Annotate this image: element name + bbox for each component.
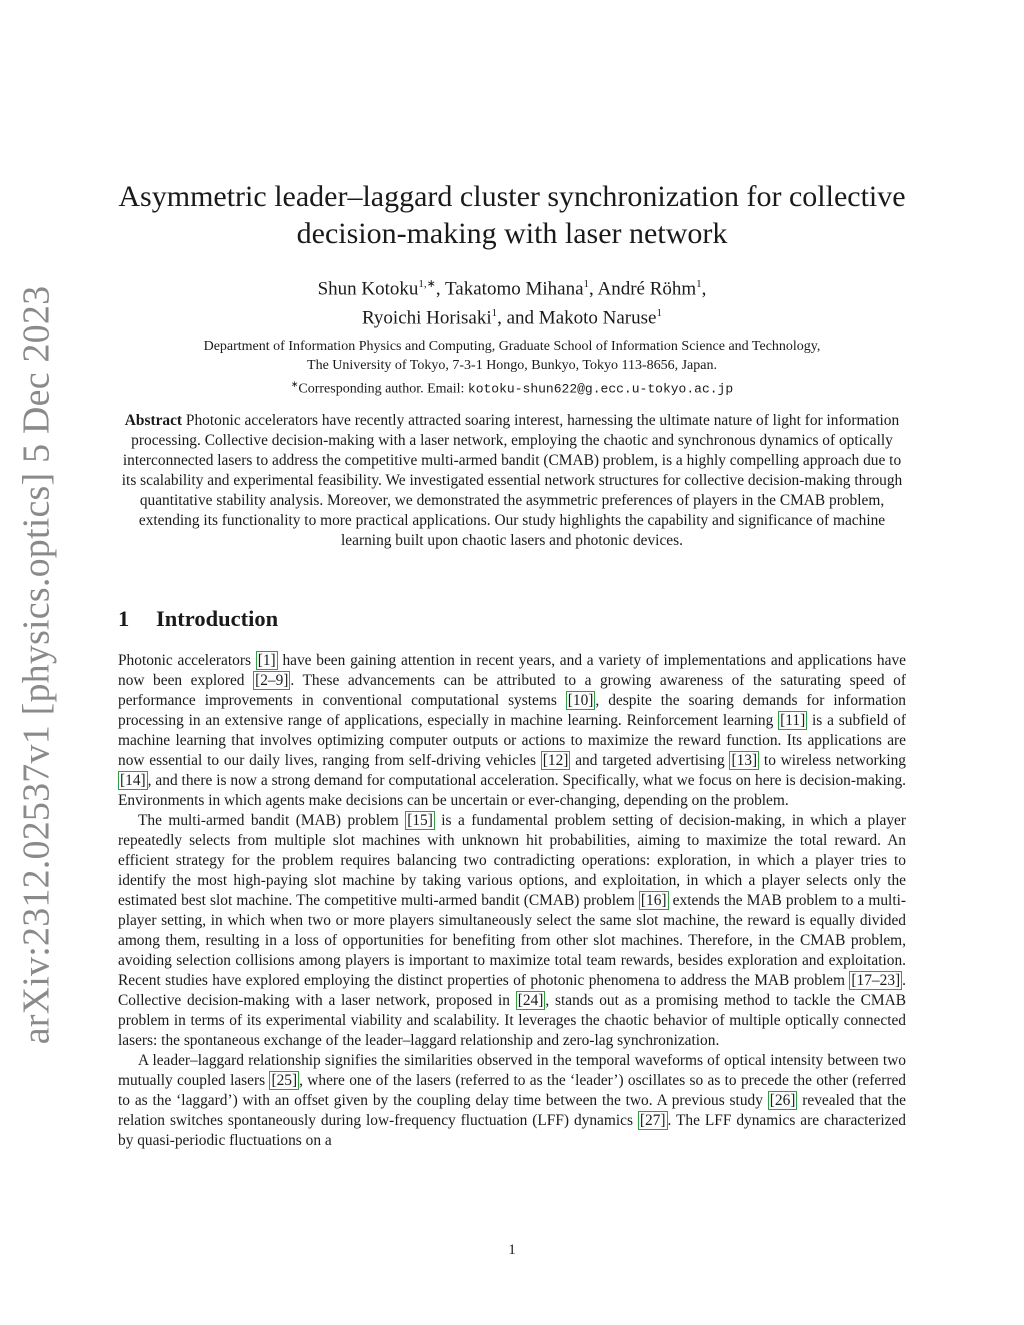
- author-affil-mark: 1: [656, 307, 662, 320]
- citation-link[interactable]: [16]: [640, 892, 667, 909]
- paragraph-text: revealed that the relation switches spontaneously during low-frequency fluctuation (LFF) dynamics: [118, 1092, 906, 1129]
- citation-link[interactable]: [10]: [567, 692, 594, 709]
- paragraph-text: is a subfield of machine learning that involves optimizing computer outputs or actions to maximize the reward function. Its applications are now essential to our daily lives, ranging from self-driving vehicles: [118, 712, 906, 769]
- paragraph-text: . The LFF dynamics are characterized by quasi-periodic fluctuations on a: [118, 1112, 906, 1149]
- section-title: Introduction: [156, 606, 279, 631]
- citation-link[interactable]: [27]: [639, 1112, 666, 1129]
- paragraph: [118, 651, 906, 811]
- citation-link[interactable]: [26]: [769, 1092, 796, 1109]
- citation-link[interactable]: [2–9]: [255, 672, 289, 689]
- author-name: Takatomo Mihana: [445, 278, 584, 300]
- arxiv-side-stamp: [8, 285, 64, 1045]
- citation-link[interactable]: [14]: [120, 772, 146, 789]
- section-heading: [118, 606, 278, 632]
- author-name: Ryoichi Horisaki: [362, 307, 492, 329]
- author-affil-mark: 1: [696, 278, 702, 290]
- paragraph-text: and targeted advertising: [570, 752, 730, 769]
- paragraph-text: . Collective decision-making with a laser network, proposed in: [118, 972, 906, 1009]
- affiliation-line: Department of Information Physics and Computing, Graduate School of Information Science and Technology,: [203, 339, 821, 354]
- citation-link[interactable]: [11]: [780, 712, 806, 729]
- abstract-text: Photonic accelerators have recently attracted soaring interest, harnessing the ultimate nature of light for information processing. Collective decision-making with a laser network, employing the chaotic and synchronous dynamics of optically interconnected lasers to address the competitive multi-armed bandit (CMAB) problem, is a highly compelling approach due to its scalability and experimental feasibility. We investigated essential network structures for collective decision-making through quantitative stability analysis. Moreover, we demonstrated the asymmetric preferences of players in the CMAB problem, extending its functionality to more practical applications. Our study highlights the capability and significance of machine learning built upon chaotic lasers and photonic devices.: [121, 412, 903, 549]
- page-number: 1: [508, 1242, 516, 1258]
- author-affil-mark: 1: [583, 278, 590, 290]
- paragraph: [118, 811, 906, 1051]
- paragraph-text: , and there is now a strong demand for computational acceleration. Specifically, what we focus on here is decision-making. Environments in which agents make decisions can be uncertain or ever-changing, depending on the problem.: [118, 772, 906, 809]
- paragraph-text: is a fundamental problem setting of decision-making, in which a player repeatedly selects from multiple slot machines with unknown hit probabilities, aiming to maximize the total reward. An efficient strategy for the problem requires balancing two contradicting operations: exploration, in which a player tries to identify the most high-paying slot machine by taking various options, and exploitation, in which a player selects only the estimated best slot machine. The competitive multi-armed bandit (CMAB) problem: [118, 812, 906, 909]
- affiliation-line: The University of Tokyo, 7-3-1 Hongo, Bunkyo, Tokyo 113-8656, Japan.: [307, 358, 717, 373]
- paragraph-text: to wireless networking: [759, 752, 906, 769]
- paragraph-text: , where one of the lasers (referred to as the ‘leader’) oscillates so as to precede the other (referred to as the ‘laggard’) with an offset given by the coupling delay time between the two. A previous study: [118, 1072, 906, 1109]
- abstract-label: Abstract: [124, 412, 183, 429]
- section-number: 1: [118, 606, 130, 631]
- introduction-body: [118, 651, 906, 1151]
- paragraph-text: The multi-armed bandit (MAB) problem: [138, 812, 406, 829]
- paragraph: [118, 1051, 906, 1151]
- author-name: Makoto Naruse: [538, 307, 657, 329]
- citation-link[interactable]: [15]: [407, 812, 433, 829]
- citation-link[interactable]: [17–23]: [851, 972, 901, 989]
- paragraph-text: Photonic accelerators: [118, 652, 256, 669]
- citation-link[interactable]: [13]: [731, 752, 758, 769]
- citation-link[interactable]: [1]: [257, 652, 276, 669]
- paragraph-text: . These advancements can be attributed to a growing awareness of the saturating speed of performance improvements in conventional computational systems: [118, 672, 906, 709]
- author-affil-mark: 1: [491, 307, 498, 320]
- paper-title: Asymmetric leader–laggard cluster synchronization for collective decision-making with laser network: [118, 180, 906, 250]
- paragraph-text: extends the MAB problem to a multi-player setting, in which when two or more players simultaneously select the same slot machine, the reward is equally divided among them, resulting in a loss of opportunities for benefiting from other slot machines. Therefore, in the CMAB problem, avoiding selection collisions among players is important to maximize total team rewards, besides exploration and exploitation. Recent studies have explored employing the distinct properties of photonic phenomena to address the MAB problem: [118, 892, 906, 989]
- citation-link[interactable]: [25]: [271, 1072, 298, 1089]
- author-list: Shun Kotoku$^{1,∗}$, Takatomo Mihana$^1$, André Röhm$^1$, Ryoichi Horisaki$^1$, and Makoto Naruse$^1$: [317, 278, 707, 329]
- corresponding-author: ∗Corresponding author. Email: kotoku-shun622@g.ecc.u-tokyo.ac.jp: [290, 379, 734, 397]
- citation-link[interactable]: [12]: [542, 752, 569, 769]
- author-name: André Röhm: [597, 278, 697, 300]
- citation-link[interactable]: [24]: [517, 992, 544, 1009]
- author-affil-mark: 1,∗: [418, 278, 436, 290]
- arxiv-identifier: arXiv:2312.02537v1 [physics.optics] 5 Dec 2023: [15, 285, 57, 1045]
- corresponding-label: Corresponding author. Email:: [298, 381, 465, 397]
- affiliation-block: [110, 337, 914, 399]
- abstract: [118, 411, 906, 551]
- paragraph-text: A leader–laggard relationship signifies the similarities observed in the temporal waveforms of optical intensity between two mutually coupled lasers: [118, 1052, 906, 1089]
- paragraph-text: , stands out as a promising method to tackle the CMAB problem in terms of its experimental viability and scalability. It leverages the chaotic behavior of multiple optically connected lasers: the spontaneous exchange of the leader–laggard relationship and zero-lag synchronization.: [118, 992, 906, 1049]
- email-link[interactable]: kotoku-shun622@g.ecc.u-tokyo.ac.jp: [467, 381, 734, 397]
- paragraph-text: , despite the soaring demands for information processing in an extensive range of applications, especially in machine learning. Reinforcement learning: [118, 692, 906, 729]
- paragraph-text: have been gaining attention in recent years, and a variety of implementations and applications have now been explored: [118, 652, 906, 689]
- author-name: Shun Kotoku: [317, 278, 419, 300]
